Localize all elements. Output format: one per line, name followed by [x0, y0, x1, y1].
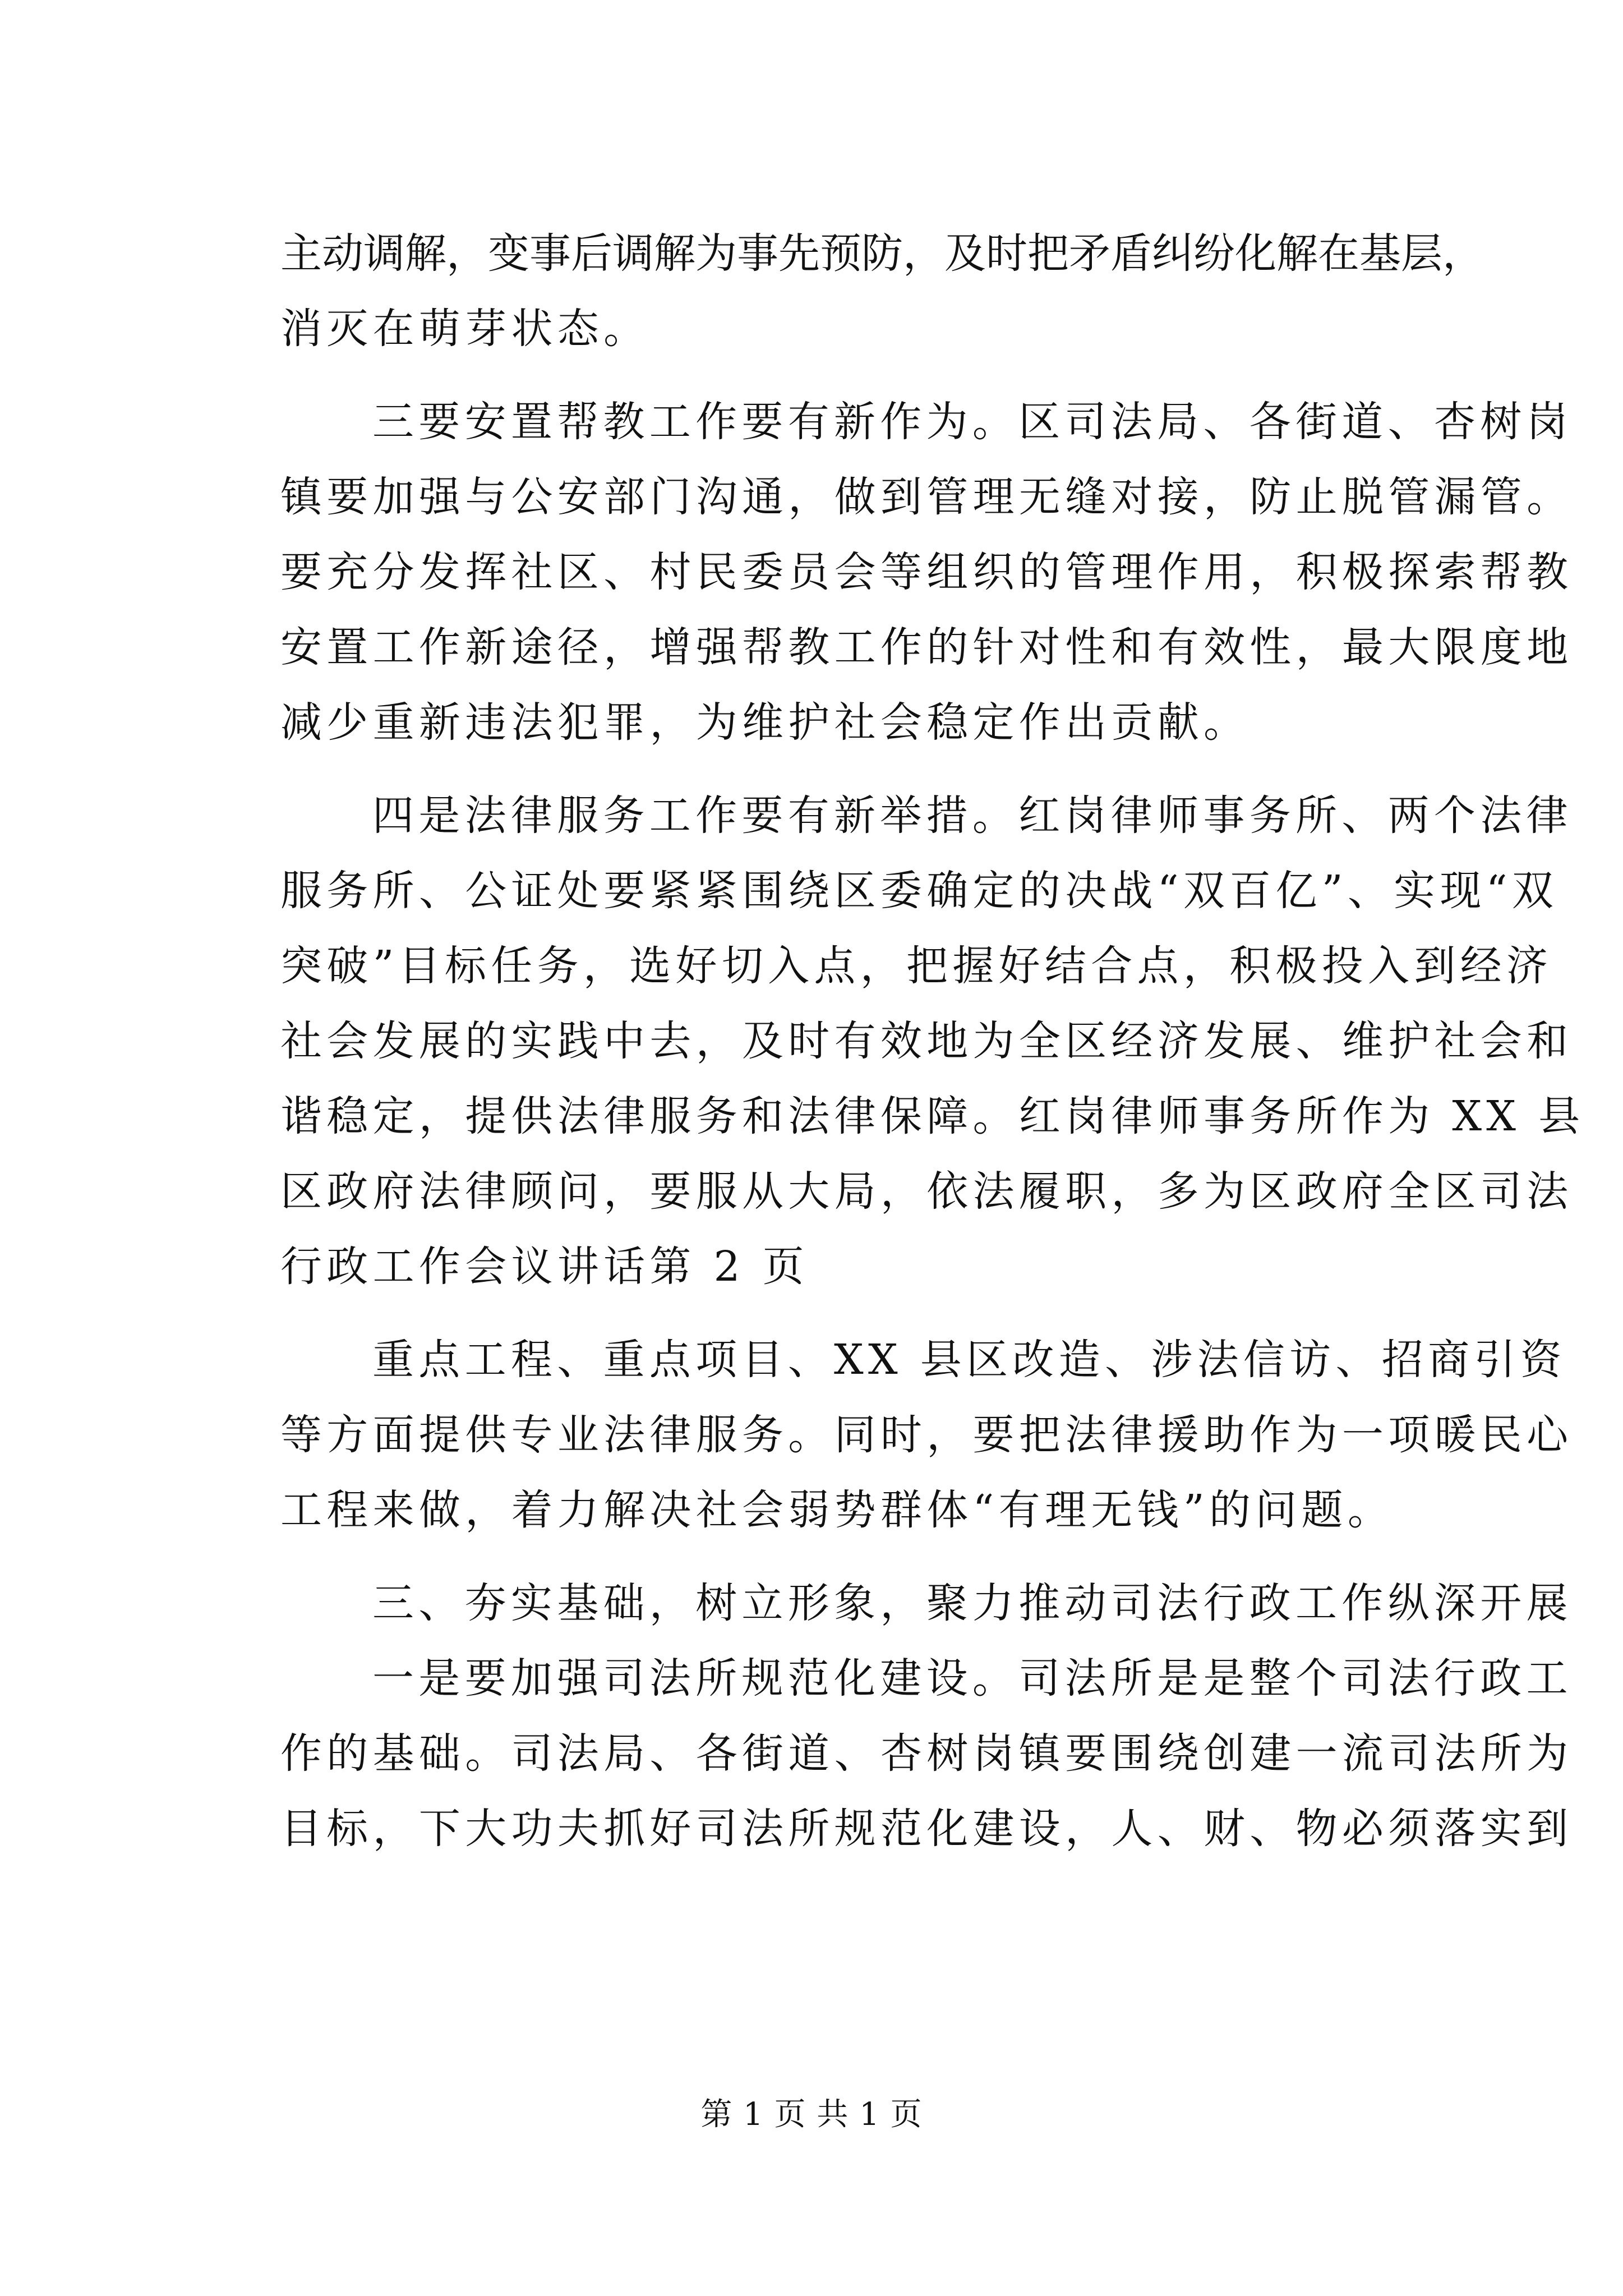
paragraph-line: 等方面提供专业法律服务。同时，要把法律援助作为一项暖民心	[280, 1411, 1573, 1459]
paragraph-line: 主动调解，变事后调解为事先预防，及时把矛盾纠纷化解在基层，	[280, 229, 1484, 278]
paragraph-line: 服务所、公证处要紧紧围绕区委确定的决战“双百亿”、实现“双	[280, 867, 1559, 915]
paragraph-line: 镇要加强与公安部门沟通，做到管理无缝对接，防止脱管漏管。	[280, 473, 1573, 521]
paragraph-line: 社会发展的实践中去，及时有效地为全区经济发展、维护社会和	[280, 1017, 1573, 1065]
document-body	[280, 216, 1585, 1866]
paragraph-line: 目标，下大功夫抓好司法所规范化建设，人、财、物必须落实到	[280, 1805, 1573, 1853]
paragraph-line: 重点工程、重点项目、XX 县区改造、涉法信访、招商引资	[372, 1336, 1566, 1384]
section-heading: 三、夯实基础，树立形象，聚力推动司法行政工作纵深开展	[372, 1579, 1573, 1627]
paragraph-line: 消灭在萌芽状态。	[280, 305, 650, 353]
paragraph-line: 四是法律服务工作要有新举措。红岗律师事务所、两个法律	[372, 792, 1573, 840]
paragraph-line: 一是要加强司法所规范化建设。司法所是是整个司法行政工	[372, 1654, 1573, 1703]
paragraph-line: 要充分发挥社区、村民委员会等组织的管理作用，积极探索帮教	[280, 548, 1573, 596]
paragraph-line: 安置工作新途径，增强帮教工作的针对性和有效性，最大限度地	[280, 623, 1573, 671]
page-footer: 第 1 页 共 1 页	[700, 2096, 923, 2133]
paragraph-line: 区政府法律顾问，要服从大局，依法履职，多为区政府全区司法	[280, 1167, 1573, 1216]
paragraph-line: 减少重新违法犯罪，为维护社会稳定作出贡献。	[280, 698, 1250, 747]
paragraph-line: 作的基础。司法局、各街道、杏树岗镇要围绕创建一流司法所为	[280, 1729, 1573, 1778]
paragraph-line: 谐稳定，提供法律服务和法律保障。红岗律师事务所作为 XX 县	[280, 1092, 1585, 1140]
paragraph-line: 行政工作会议讲话第 2 页	[280, 1243, 809, 1291]
paragraph-line: 突破”目标任务，选好切入点，把握好结合点，积极投入到经济	[280, 942, 1553, 990]
paragraph-line: 工程来做，着力解决社会弱势群体“有理无钱”的问题。	[280, 1486, 1394, 1534]
paragraph-line: 三要安置帮教工作要有新作为。区司法局、各街道、杏树岗	[372, 398, 1573, 446]
